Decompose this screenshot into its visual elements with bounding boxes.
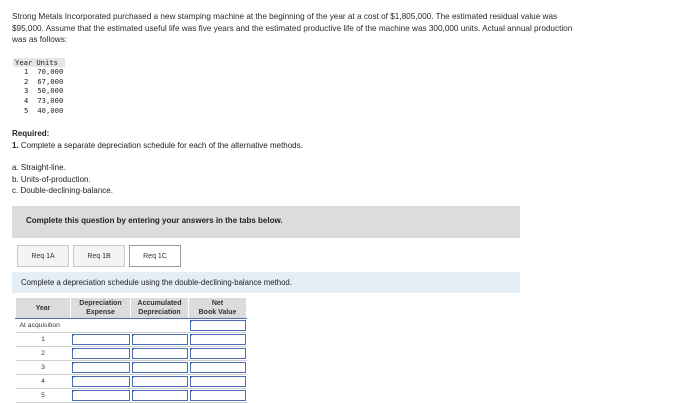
header-line: Expense — [86, 309, 115, 316]
required-item-text: Complete a separate depreciation schedule for each of the alternative methods. — [20, 141, 303, 150]
list-item: c. Double-declining-balance. — [12, 186, 113, 195]
tab-req-1c[interactable]: Req 1C — [129, 245, 181, 267]
table-row — [13, 77, 65, 87]
net-book-value-input[interactable] — [190, 320, 246, 331]
year-cell: 2 — [23, 76, 29, 86]
tab-req-1b[interactable]: Req 1B — [73, 245, 125, 267]
year-header: Year — [16, 298, 71, 319]
units-cell: 40,000 — [37, 105, 64, 115]
table-row — [16, 375, 247, 389]
accumulated-depreciation-input[interactable] — [132, 362, 188, 373]
required-item-number: 1. — [12, 141, 19, 150]
depreciation-schedule-table — [15, 297, 247, 403]
instructions-text: Complete this question by entering your answers in the tabs below. — [26, 216, 283, 225]
row-label: 4 — [16, 375, 71, 389]
units-cell: 73,000 — [37, 96, 64, 106]
depreciation-expense-input[interactable] — [72, 390, 130, 401]
year-cell: 5 — [23, 105, 29, 115]
units-cell: 70,000 — [37, 67, 64, 76]
accumulated-depreciation-input[interactable] — [132, 348, 188, 359]
tab-prompt-banner — [12, 272, 520, 293]
row-label: 2 — [16, 347, 71, 361]
depreciation-expense-input[interactable] — [72, 334, 130, 345]
list-item: a. Straight-line. — [12, 163, 66, 172]
expense-cell-blank — [72, 320, 130, 331]
header-line: Book Value — [198, 309, 237, 316]
table-row — [16, 361, 247, 375]
accumulated-depreciation-input[interactable] — [132, 334, 188, 345]
table-row — [13, 106, 65, 116]
table-row — [16, 347, 247, 361]
accumulated-depreciation-header — [131, 298, 189, 319]
net-book-value-input[interactable] — [190, 348, 246, 359]
depreciation-expense-header — [71, 298, 131, 319]
table-row — [16, 333, 247, 347]
year-cell: 4 — [23, 96, 29, 106]
table-row — [16, 389, 247, 403]
production-units-table — [13, 58, 65, 116]
units-cell: 50,000 — [37, 86, 64, 96]
net-book-value-input[interactable] — [190, 334, 246, 345]
units-column-header: Units — [34, 58, 65, 67]
net-book-value-input[interactable] — [190, 390, 246, 401]
depreciation-expense-input[interactable] — [72, 348, 130, 359]
list-item: b. Units-of-production. — [12, 174, 91, 184]
table-row — [16, 319, 247, 333]
net-book-value-input[interactable] — [190, 376, 246, 387]
depreciation-expense-input[interactable] — [72, 376, 130, 387]
table-row — [13, 96, 65, 106]
header-line: Depreciation — [79, 300, 122, 307]
net-book-value-header — [189, 298, 247, 319]
accumulated-depreciation-input[interactable] — [132, 390, 188, 401]
accumulated-cell-blank — [132, 320, 188, 331]
year-column-header: Year — [15, 58, 33, 67]
row-label: 1 — [16, 333, 71, 347]
header-line: Accumulated — [137, 300, 182, 307]
alternative-methods-list — [12, 162, 113, 197]
instructions-banner — [12, 206, 520, 238]
tab-req-1a[interactable]: Req 1A — [17, 245, 69, 267]
table-row — [13, 67, 65, 77]
problem-statement: Strong Metals Incorporated purchased a new stamping machine at the beginning of the year at a cost of $1,805,000. The estimated residual value was $95,000. Assume that the estimated useful life was five years and the estimated productive life of the machine was 300,000 units. Actual annual production was as follows: — [12, 12, 573, 44]
row-label: At acquisition — [16, 319, 71, 333]
year-cell: 3 — [23, 86, 29, 96]
year-cell: 1 — [23, 67, 29, 76]
net-book-value-input[interactable] — [190, 362, 246, 373]
tab-prompt-text: Complete a depreciation schedule using the double-declining-balance method. — [21, 278, 292, 287]
units-cell: 67,000 — [37, 76, 64, 86]
header-line: Depreciation — [138, 309, 181, 316]
table-row — [13, 86, 65, 96]
requirement-tabs — [17, 245, 181, 267]
required-heading: Required: — [12, 129, 50, 138]
header-line: Net — [211, 300, 224, 307]
row-label: 3 — [16, 361, 71, 375]
row-label: 5 — [16, 389, 71, 403]
accumulated-depreciation-input[interactable] — [132, 376, 188, 387]
required-item-1 — [12, 141, 303, 150]
depreciation-expense-input[interactable] — [72, 362, 130, 373]
